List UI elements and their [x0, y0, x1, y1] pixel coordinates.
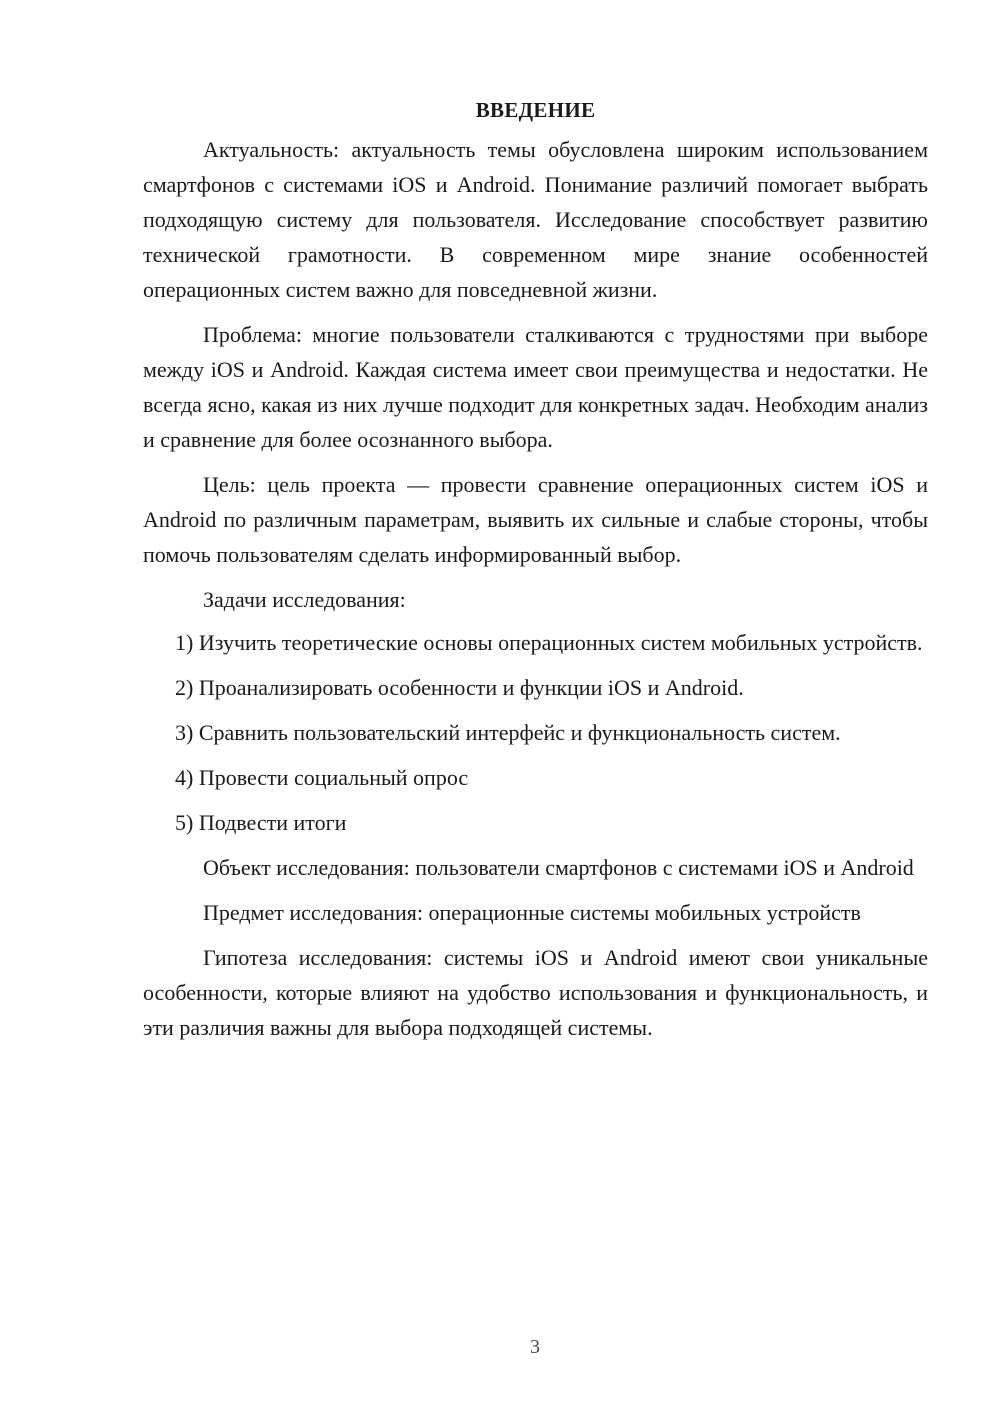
paragraph-object: Объект исследования: пользователи смартфонов с системами iOS и Android: [203, 855, 914, 880]
page-title: ВВЕДЕНИЕ: [475, 98, 596, 122]
paragraph-problem: Проблема: многие пользователи сталкиваются с трудностями при выборе между iOS и Android. Каждая система имеет свои преимущества и недостатки. Не всегда ясно, какая из них лучше подходит для конкретных задач. Необходим анализ и сравнение для более осознанного выбора.: [143, 322, 928, 452]
document-body: [143, 96, 928, 1055]
tasks-heading: Задачи исследования:: [203, 587, 406, 612]
task-item-1: 1) Изучить теоретические основы операционных систем мобильных устройств.: [175, 630, 923, 655]
paragraph-goal: Цель: цель проекта — провести сравнение операционных систем iOS и Android по различным параметрам, выявить их сильные и слабые стороны, чтобы помочь пользователям сделать информированный выбор.: [143, 472, 928, 567]
task-item-2: 2) Проанализировать особенности и функции iOS и Android.: [175, 675, 744, 700]
task-item-4: 4) Провести социальный опрос: [175, 765, 469, 790]
paragraph-hypothesis: Гипотеза исследования: системы iOS и Android имеют свои уникальные особенности, которые влияют на удобство использования и функциональность, и эти различия важны для выбора подходящей системы.: [143, 945, 928, 1040]
task-item-3: 3) Сравнить пользовательский интерфейс и функциональность систем.: [175, 720, 841, 745]
paragraph-relevance: Актуальность: актуальность темы обусловлена широким использованием смартфонов с системами iOS и Android. Понимание различий помогает выбрать подходящую систему для пользователя. Исследование способствует развитию технической грамотности. В современном мире знание особенностей операционных систем важно для повседневной жизни.: [143, 137, 928, 302]
paragraph-subject: Предмет исследования: операционные системы мобильных устройств: [203, 900, 861, 925]
page-number: 3: [530, 1336, 540, 1358]
task-item-5: 5) Подвести итоги: [175, 810, 347, 835]
